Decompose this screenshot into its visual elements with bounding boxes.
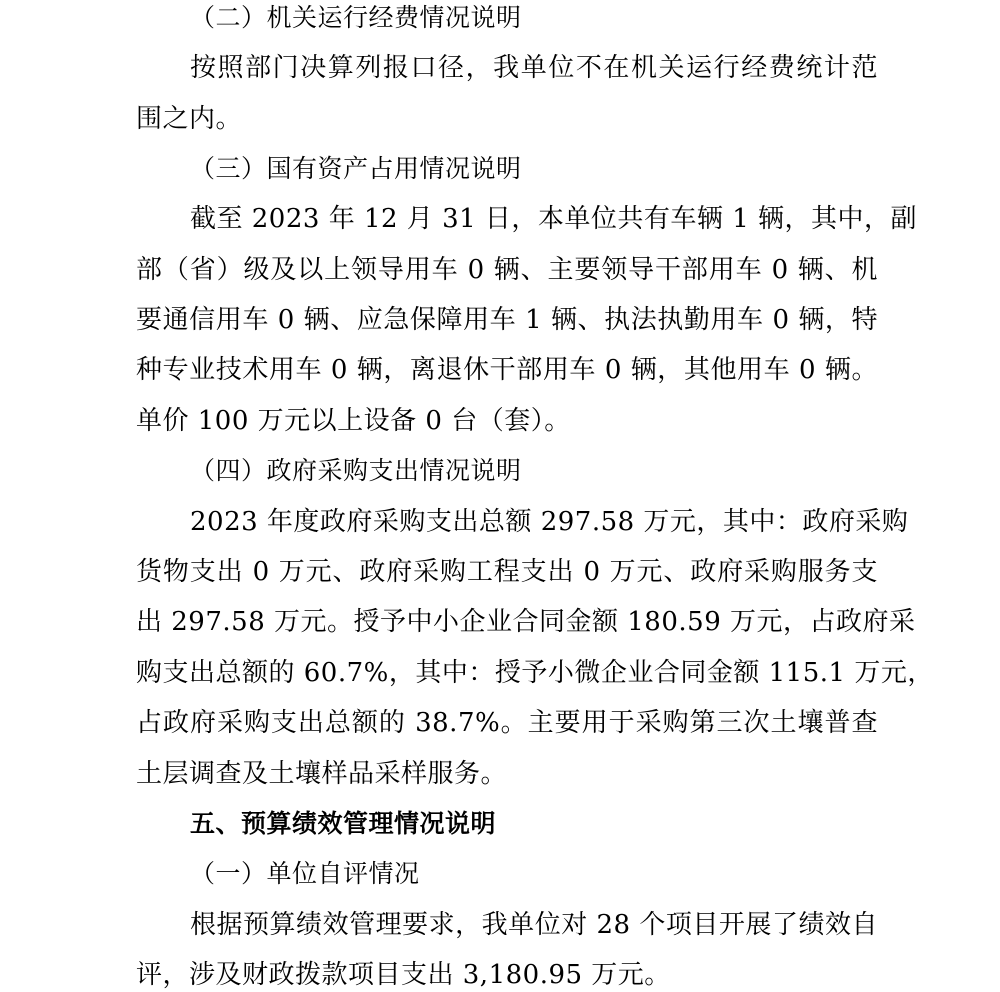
section-heading-government-procurement: （四）政府采购支出情况说明 bbox=[190, 456, 522, 485]
paragraph-line: 出 297.58 万元。授予中小企业合同金额 180.59 万元，占政府采 bbox=[136, 607, 916, 637]
section-heading-operating-expenses: （二）机关运行经费情况说明 bbox=[190, 3, 522, 32]
paragraph-line: 购支出总额的 60.7%，其中：授予小微企业合同金额 115.1 万元， bbox=[136, 658, 934, 688]
section-heading-state-assets: （三）国有资产占用情况说明 bbox=[190, 154, 522, 183]
paragraph-line: 截至 2023 年 12 月 31 日，本单位共有车辆 1 辆，其中，副 bbox=[190, 204, 917, 234]
paragraph-line: 按照部门决算列报口径，我单位不在机关运行经费统计范 bbox=[190, 53, 878, 83]
paragraph-line: 占政府采购支出总额的 38.7%。主要用于采购第三次土壤普查 bbox=[136, 708, 878, 738]
paragraph-line: 2023 年度政府采购支出总额 297.58 万元，其中：政府采购 bbox=[190, 507, 909, 537]
section-heading-performance-management: 五、预算绩效管理情况说明 bbox=[190, 809, 497, 838]
paragraph-line: 货物支出 0 万元、政府采购工程支出 0 万元、政府采购服务支 bbox=[136, 557, 878, 587]
paragraph-line: 评，涉及财政拨款项目支出 3,180.95 万元。 bbox=[136, 960, 671, 990]
paragraph-line: 单价 100 万元以上设备 0 台（套）。 bbox=[136, 406, 571, 436]
paragraph-line: 部（省）级及以上领导用车 0 辆、主要领导干部用车 0 辆、机 bbox=[136, 255, 878, 285]
paragraph-line: 种专业技术用车 0 辆，离退休干部用车 0 辆，其他用车 0 辆。 bbox=[136, 355, 878, 385]
paragraph-line: 根据预算绩效管理要求，我单位对 28 个项目开展了绩效自 bbox=[190, 910, 878, 940]
paragraph-line: 土层调查及土壤样品采样服务。 bbox=[136, 759, 508, 789]
paragraph-line: 要通信用车 0 辆、应急保障用车 1 辆、执法执勤用车 0 辆，特 bbox=[136, 305, 878, 335]
paragraph-line: 围之内。 bbox=[136, 104, 243, 134]
subsection-heading-self-evaluation: （一）单位自评情况 bbox=[190, 859, 420, 888]
